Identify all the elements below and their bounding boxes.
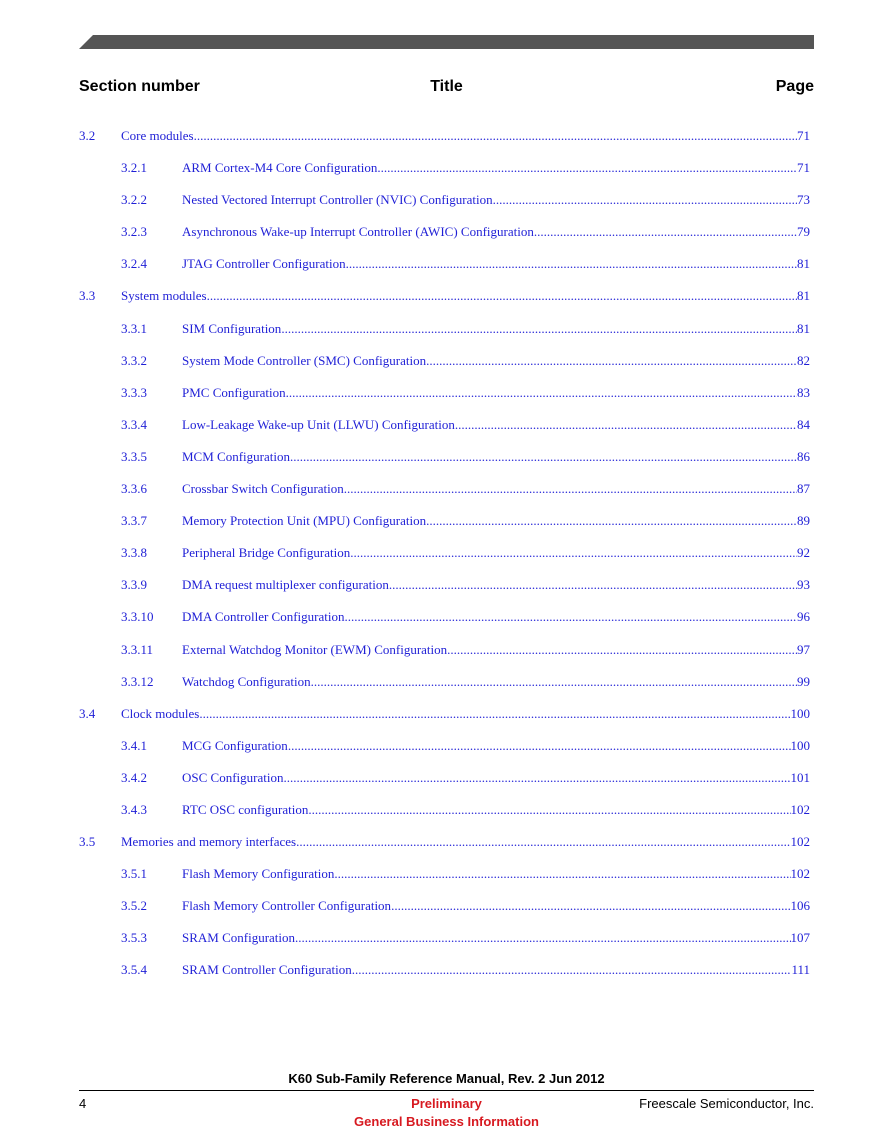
- toc-entry-link[interactable]: [182, 738, 810, 754]
- toc-dot-leader: [286, 385, 797, 401]
- toc-entry-page[interactable]: 100: [790, 705, 810, 721]
- toc-entry-title[interactable]: OSC Configuration: [182, 769, 284, 785]
- toc-dot-leader: [389, 577, 797, 593]
- toc-entry-link[interactable]: [182, 385, 810, 401]
- toc-entry-number[interactable]: 3.2.2: [121, 192, 147, 208]
- page-heading: Page: [775, 78, 814, 95]
- toc-entry-page[interactable]: 92: [797, 545, 810, 561]
- toc-entry-number[interactable]: 3.3.9: [121, 577, 147, 593]
- toc-entry-title[interactable]: Asynchronous Wake-up Interrupt Controller (AWIC) Configuration: [182, 224, 534, 240]
- toc-entry-number[interactable]: 3.5.1: [121, 866, 147, 882]
- table-of-contents: [79, 126, 810, 993]
- toc-entry-link[interactable]: [182, 160, 810, 176]
- toc-entry-link[interactable]: [182, 609, 810, 625]
- toc-entry-title[interactable]: External Watchdog Monitor (EWM) Configuration: [182, 641, 448, 657]
- toc-entry-link[interactable]: [182, 192, 810, 208]
- toc-entry-title[interactable]: Flash Memory Controller Configuration: [182, 898, 392, 914]
- toc-entry-title[interactable]: Core modules: [121, 128, 194, 143]
- toc-entry-page[interactable]: 84: [797, 416, 810, 432]
- toc-entry[interactable]: [79, 286, 810, 318]
- footer-preliminary: Preliminary: [411, 1096, 482, 1111]
- toc-dot-leader: [283, 770, 790, 786]
- toc-entry-number[interactable]: 3.3.8: [121, 545, 147, 561]
- footer-page-number: 4: [79, 1096, 87, 1111]
- toc-entry[interactable]: [79, 832, 810, 864]
- toc-entry-title[interactable]: Clock modules: [121, 705, 200, 721]
- toc-entry-title[interactable]: Memory Protection Unit (MPU) Configuration: [182, 513, 427, 529]
- toc-entry[interactable]: [79, 126, 810, 158]
- toc-entry-page[interactable]: 81: [797, 256, 810, 272]
- toc-dot-leader: [352, 962, 792, 978]
- toc-entry-link[interactable]: [182, 256, 810, 272]
- toc-entry-page[interactable]: 101: [790, 769, 810, 785]
- toc-dot-leader: [346, 256, 797, 272]
- toc-entry-number[interactable]: 3.5.3: [121, 930, 147, 946]
- toc-entry-page[interactable]: 79: [797, 224, 810, 240]
- toc-entry-title[interactable]: Crossbar Switch Configuration: [182, 481, 344, 497]
- toc-entry[interactable]: [79, 768, 810, 800]
- toc-entry-link[interactable]: [182, 577, 810, 593]
- toc-dot-leader: [350, 545, 797, 561]
- toc-dot-leader: [207, 288, 797, 304]
- toc-entry-link[interactable]: [121, 128, 810, 144]
- toc-entry[interactable]: [79, 254, 810, 286]
- toc-entry-link[interactable]: [182, 866, 810, 882]
- toc-entry-link[interactable]: [182, 321, 810, 337]
- toc-entry-link[interactable]: [182, 642, 810, 658]
- toc-entry-link[interactable]: [182, 353, 810, 369]
- toc-entry-number[interactable]: 3.3.5: [121, 448, 147, 464]
- toc-entry-number[interactable]: 3.3.2: [121, 352, 147, 368]
- toc-entry-link[interactable]: [182, 224, 810, 240]
- footer-divider: [79, 1090, 814, 1091]
- toc-entry[interactable]: [79, 928, 810, 960]
- toc-entry-link[interactable]: [182, 545, 810, 561]
- toc-entry-number[interactable]: 3.2.1: [121, 160, 147, 176]
- toc-entry-title[interactable]: DMA Controller Configuration: [182, 609, 345, 625]
- toc-dot-leader: [493, 192, 797, 208]
- toc-dot-leader: [377, 160, 797, 176]
- toc-entry-title[interactable]: JTAG Controller Configuration: [182, 256, 346, 272]
- toc-entry[interactable]: [79, 383, 810, 415]
- toc-entry-page[interactable]: 102: [790, 834, 810, 850]
- toc-entry-link[interactable]: [182, 962, 810, 978]
- toc-entry[interactable]: [79, 607, 810, 639]
- toc-entry-number[interactable]: 3.2: [79, 128, 96, 143]
- toc-entry-page[interactable]: 102: [790, 866, 810, 882]
- toc-entry-number[interactable]: 3.3.11: [121, 641, 154, 657]
- toc-entry[interactable]: [79, 800, 810, 832]
- toc-entry-link[interactable]: [182, 481, 810, 497]
- toc-entry-title[interactable]: MCM Configuration: [182, 448, 290, 464]
- toc-dot-leader: [281, 321, 797, 337]
- toc-entry-page[interactable]: 71: [797, 128, 810, 143]
- toc-entry-title[interactable]: System Mode Controller (SMC) Configuration: [182, 352, 427, 368]
- toc-entry-link[interactable]: [182, 674, 810, 690]
- toc-entry[interactable]: [79, 479, 810, 511]
- toc-entry-link[interactable]: [182, 449, 810, 465]
- toc-entry-number[interactable]: 3.4.2: [121, 769, 147, 785]
- toc-dot-leader: [455, 417, 797, 433]
- toc-entry-title[interactable]: Flash Memory Configuration: [182, 866, 335, 882]
- toc-dot-leader: [308, 802, 790, 818]
- title-heading: Title: [430, 78, 463, 95]
- toc-dot-leader: [290, 449, 797, 465]
- toc-entry-title[interactable]: MCG Configuration: [182, 737, 288, 753]
- toc-entry-number[interactable]: 3.3: [79, 288, 96, 304]
- toc-entry[interactable]: [79, 960, 810, 992]
- section-number-heading: Section number: [79, 78, 200, 95]
- toc-column-header: [79, 78, 814, 100]
- toc-entry-page[interactable]: 96: [797, 609, 810, 625]
- toc-dot-leader: [534, 224, 797, 240]
- toc-entry-number[interactable]: 3.3.7: [121, 513, 147, 529]
- toc-entry[interactable]: [79, 640, 810, 672]
- toc-entry-page[interactable]: 86: [797, 448, 810, 464]
- toc-entry-link[interactable]: [121, 834, 810, 850]
- toc-entry-number[interactable]: 3.4: [79, 705, 96, 721]
- toc-entry-page[interactable]: 81: [797, 320, 810, 336]
- toc-entry[interactable]: [79, 864, 810, 896]
- toc-entry-link[interactable]: [182, 417, 810, 433]
- toc-entry-page[interactable]: 81: [797, 288, 810, 304]
- toc-dot-leader: [334, 866, 790, 882]
- toc-entry-link[interactable]: [121, 706, 810, 722]
- toc-dot-leader: [391, 898, 790, 914]
- toc-entry-title[interactable]: SIM Configuration: [182, 320, 282, 336]
- toc-entry-link[interactable]: [182, 930, 810, 946]
- toc-entry-title[interactable]: Memories and memory interfaces: [121, 834, 297, 850]
- toc-dot-leader: [288, 738, 791, 754]
- toc-entry-title[interactable]: Nested Vectored Interrupt Controller (NVIC) Configuration: [182, 192, 493, 208]
- toc-entry-title[interactable]: SRAM Configuration: [182, 930, 296, 946]
- toc-entry-title[interactable]: ARM Cortex-M4 Core Configuration: [182, 160, 378, 176]
- toc-dot-leader: [199, 706, 790, 722]
- toc-dot-leader: [194, 128, 797, 144]
- toc-entry-page[interactable]: 97: [797, 641, 810, 657]
- toc-entry[interactable]: [79, 319, 810, 351]
- toc-dot-leader: [426, 513, 797, 529]
- toc-entry-number[interactable]: 3.5.4: [121, 962, 147, 978]
- toc-dot-leader: [295, 930, 790, 946]
- toc-entry-number[interactable]: 3.4.3: [121, 801, 147, 817]
- toc-entry[interactable]: [79, 222, 810, 254]
- toc-entry-page[interactable]: 93: [797, 577, 810, 593]
- toc-entry-page[interactable]: 83: [797, 384, 810, 400]
- toc-entry[interactable]: [79, 543, 810, 575]
- toc-entry[interactable]: [79, 447, 810, 479]
- toc-entry-title[interactable]: Peripheral Bridge Configuration: [182, 545, 351, 561]
- toc-entry-title[interactable]: System modules: [121, 288, 207, 304]
- toc-entry-number[interactable]: 3.3.6: [121, 481, 147, 497]
- toc-entry[interactable]: [79, 415, 810, 447]
- toc-entry[interactable]: [79, 511, 810, 543]
- toc-entry-title[interactable]: Watchdog Configuration: [182, 673, 311, 689]
- toc-dot-leader: [296, 834, 790, 850]
- footer-general-business-information: General Business Information: [354, 1114, 539, 1129]
- toc-entry-page[interactable]: 71: [797, 160, 810, 176]
- toc-entry[interactable]: [79, 704, 810, 736]
- toc-entry-page[interactable]: 102: [790, 801, 810, 817]
- toc-entry-page[interactable]: 107: [790, 930, 810, 946]
- toc-dot-leader: [426, 353, 797, 369]
- toc-dot-leader: [311, 674, 797, 690]
- toc-entry-title[interactable]: DMA request multiplexer configuration: [182, 577, 389, 593]
- toc-entry[interactable]: [79, 736, 810, 768]
- toc-entry[interactable]: [79, 190, 810, 222]
- toc-entry-title[interactable]: Low-Leakage Wake-up Unit (LLWU) Configuration: [182, 416, 455, 432]
- toc-dot-leader: [344, 481, 797, 497]
- toc-entry-number[interactable]: 3.3.12: [121, 673, 154, 689]
- toc-dot-leader: [447, 642, 797, 658]
- toc-entry[interactable]: [79, 158, 810, 190]
- toc-entry-number[interactable]: 3.3.4: [121, 416, 147, 432]
- toc-entry-page[interactable]: 99: [797, 673, 810, 689]
- header-decorative-bar: [79, 35, 814, 49]
- toc-dot-leader: [345, 609, 798, 625]
- toc-entry-page[interactable]: 87: [797, 481, 810, 497]
- toc-entry[interactable]: [79, 896, 810, 928]
- toc-entry-number[interactable]: 3.3.3: [121, 384, 147, 400]
- toc-entry-link[interactable]: [121, 288, 810, 304]
- toc-entry-number[interactable]: 3.5: [79, 834, 96, 850]
- toc-entry[interactable]: [79, 351, 810, 383]
- toc-entry-number[interactable]: 3.3.1: [121, 320, 147, 336]
- toc-entry-page[interactable]: 100: [790, 737, 810, 753]
- toc-entry-page[interactable]: 73: [797, 192, 810, 208]
- toc-entry[interactable]: [79, 672, 810, 704]
- footer-document-title: K60 Sub-Family Reference Manual, Rev. 2 Jun 2012: [288, 1071, 605, 1086]
- toc-entry-link[interactable]: [182, 770, 810, 786]
- toc-entry-link[interactable]: [182, 513, 810, 529]
- toc-entry-page[interactable]: 106: [790, 898, 810, 914]
- toc-entry-number[interactable]: 3.4.1: [121, 737, 147, 753]
- toc-entry-page[interactable]: 111: [791, 962, 810, 978]
- toc-entry-title[interactable]: SRAM Controller Configuration: [182, 962, 352, 978]
- toc-entry-link[interactable]: [182, 802, 810, 818]
- toc-entry-page[interactable]: 89: [797, 513, 810, 529]
- toc-entry-title[interactable]: PMC Configuration: [182, 384, 286, 400]
- toc-entry[interactable]: [79, 575, 810, 607]
- toc-entry-number[interactable]: 3.2.3: [121, 224, 147, 240]
- toc-entry-title[interactable]: RTC OSC configuration: [182, 801, 309, 817]
- toc-entry-number[interactable]: 3.3.10: [121, 609, 154, 625]
- toc-entry-link[interactable]: [182, 898, 810, 914]
- toc-entry-page[interactable]: 82: [797, 352, 810, 368]
- toc-entry-number[interactable]: 3.2.4: [121, 256, 147, 272]
- toc-entry-number[interactable]: 3.5.2: [121, 898, 147, 914]
- footer-company-name: Freescale Semiconductor, Inc.: [639, 1096, 814, 1111]
